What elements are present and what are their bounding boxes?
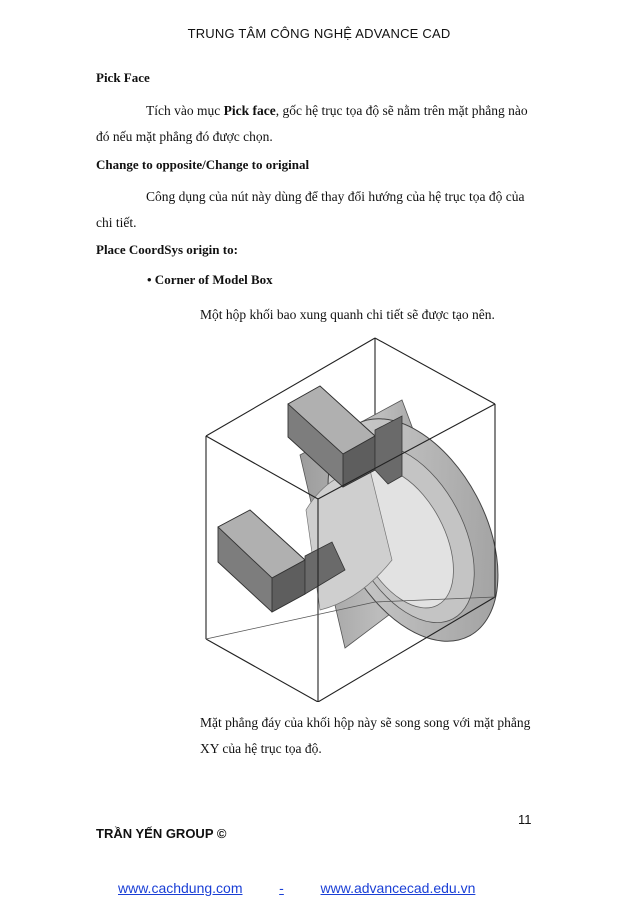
- footer-group: TRẦN YẾN GROUP ©: [96, 826, 227, 841]
- page-header: TRUNG TÂM CÔNG NGHỆ ADVANCE CAD: [187, 26, 451, 41]
- heading-place: Place CoordSys origin to:: [96, 242, 238, 257]
- pick-face-paragraph: [96, 101, 534, 147]
- change-line1: Công dụng của nút này dùng để thay đổi hướng của hệ trục tọa độ của: [146, 189, 525, 204]
- page-number: 11: [518, 812, 532, 827]
- heading-pick-face: Pick Face: [96, 70, 150, 85]
- link-advancecad[interactable]: www.advancecad.edu.vn: [320, 880, 476, 896]
- pick-face-text-b: , gốc hệ trục tọa độ sẽ nằm trên mặt phẳng nào: [275, 103, 528, 118]
- link-separator: -: [279, 880, 284, 896]
- footer-links: [118, 880, 475, 896]
- change-line2: chi tiết.: [96, 215, 137, 230]
- pick-face-text-c: đó nếu mặt phẳng đó được chọn.: [96, 129, 273, 144]
- model-box-note: [200, 713, 535, 759]
- pick-face-text-a: Tích vào mục: [146, 103, 224, 118]
- model-box-description: Một hộp khối bao xung quanh chi tiết sẽ được tạo nên.: [200, 307, 495, 322]
- note-line2: XY của hệ trục tọa độ.: [200, 741, 322, 756]
- link-cachdung[interactable]: www.cachdung.com: [118, 880, 243, 896]
- note-line1: Mặt phẳng đáy của khối hộp này sẽ song song với mặt phẳng: [200, 715, 531, 730]
- heading-change: Change to opposite/Change to original: [96, 157, 310, 172]
- model-box-figure: [196, 330, 506, 702]
- pick-face-bold: Pick face: [223, 103, 276, 118]
- bullet-corner-model-box: • Corner of Model Box: [147, 272, 273, 287]
- change-paragraph: [96, 187, 534, 233]
